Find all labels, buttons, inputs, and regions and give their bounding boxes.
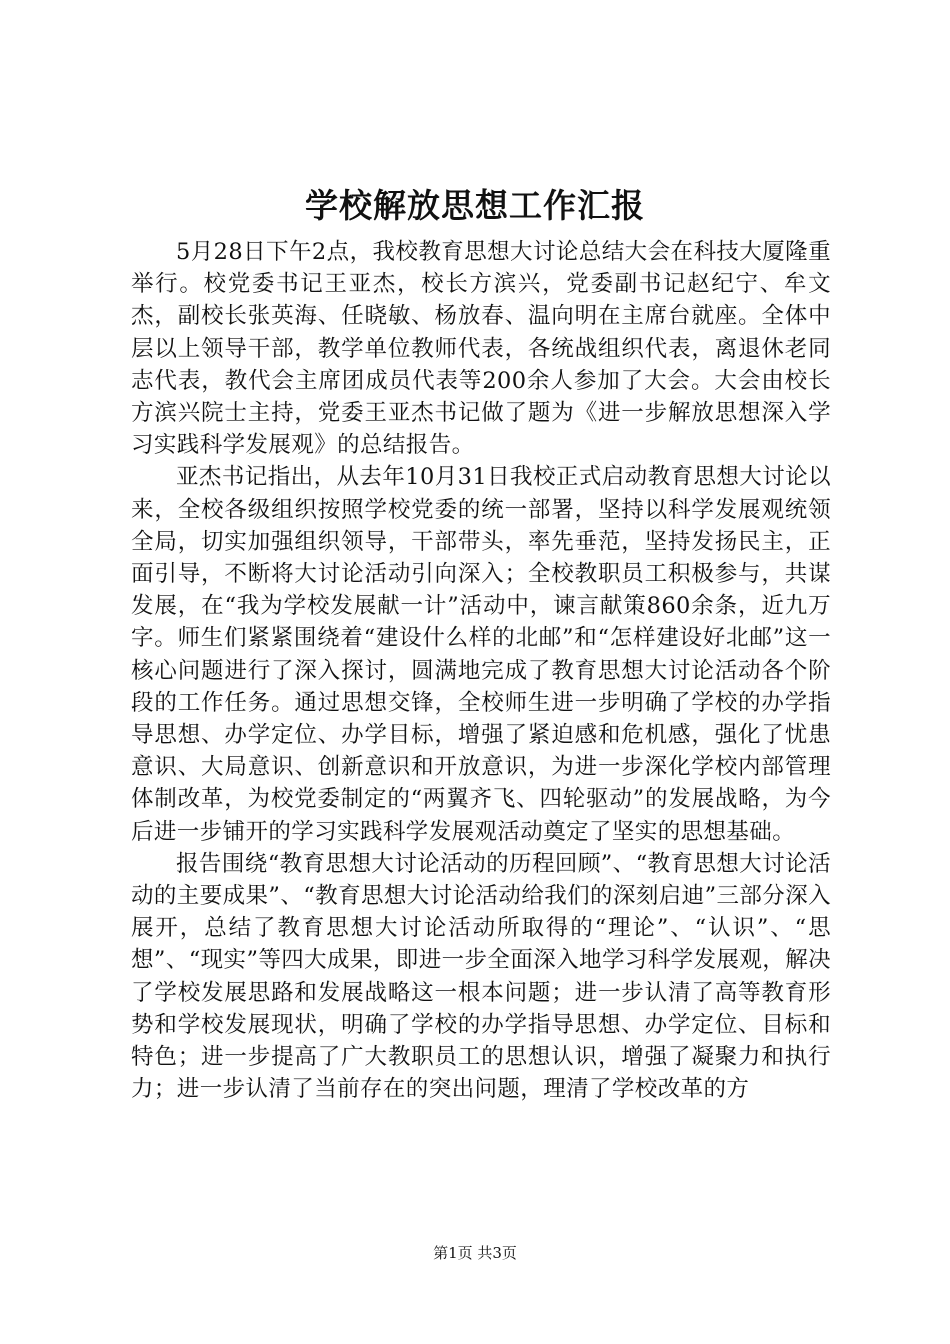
document-body <box>131 236 831 1105</box>
paragraph-3: 报告围绕“教育思想大讨论活动的历程回顾”、“教育思想大讨论活动的主要成果”、“教育思想大讨论活动给我们的深刻启迪”三部分深入展开，总结了教育思想大讨论活动所取得的“理论”、“认识”、“思想”、“现实”等四大成果，即进一步全面深入地学习科学发展观，解决了学校发展思路和发展战略这一根本问题；进一步认清了高等教育形势和学校发展现状，明确了学校的办学指导思想、办学定位、目标和特色；进一步提高了广大教职员工的思想认识，增强了凝聚力和执行力；进一步认清了当前存在的突出问题，理清了学校改革的方 <box>131 850 831 1103</box>
paragraph-2: 亚杰书记指出，从去年10月31日我校正式启动教育思想大讨论以来，全校各级组织按照学校党委的统一部署，坚持以科学发展观统领全局，切实加强组织领导，干部带头，率先垂范，坚持发扬民主，正面引导，不断将大讨论活动引向深入；全校教职员工积极参与，共谋发展，在“我为学校发展献一计”活动中，谏言献策860余条，近九万字。师生们紧紧围绕着“建设什么样的北邮”和“怎样建设好北邮”这一核心问题进行了深入探讨，圆满地完成了教育思想大讨论活动各个阶段的工作任务。通过思想交锋，全校师生进一步明确了学校的办学指导思想、办学定位、办学目标，增强了紧迫感和危机感，强化了忧患意识、大局意识、创新意识和开放意识，为进一步深化学校内部管理体制改革，为校党委制定的“两翼齐飞、四轮驱动”的发展战略，为今后进一步铺开的学习实践科学发展观活动奠定了坚实的思想基础。 <box>131 464 831 845</box>
document-title: 学校解放思想工作汇报 <box>305 186 645 225</box>
page-footer: 第1页 共3页 <box>433 1244 517 1262</box>
paragraph-1: 5月28日下午2点，我校教育思想大讨论总结大会在科技大厦隆重举行。校党委书记王亚杰，校长方滨兴，党委副书记赵纪宁、牟文杰，副校长张英海、任晓敏、杨放春、温向明在主席台就座。全体中层以上领导干部，教学单位教师代表，各统战组织代表，离退休老同志代表，教代会主席团成员代表等200余人参加了大会。大会由校长方滨兴院士主持，党委王亚杰书记做了题为《进一步解放思想深入学习实践科学发展观》的总结报告。 <box>131 239 831 459</box>
